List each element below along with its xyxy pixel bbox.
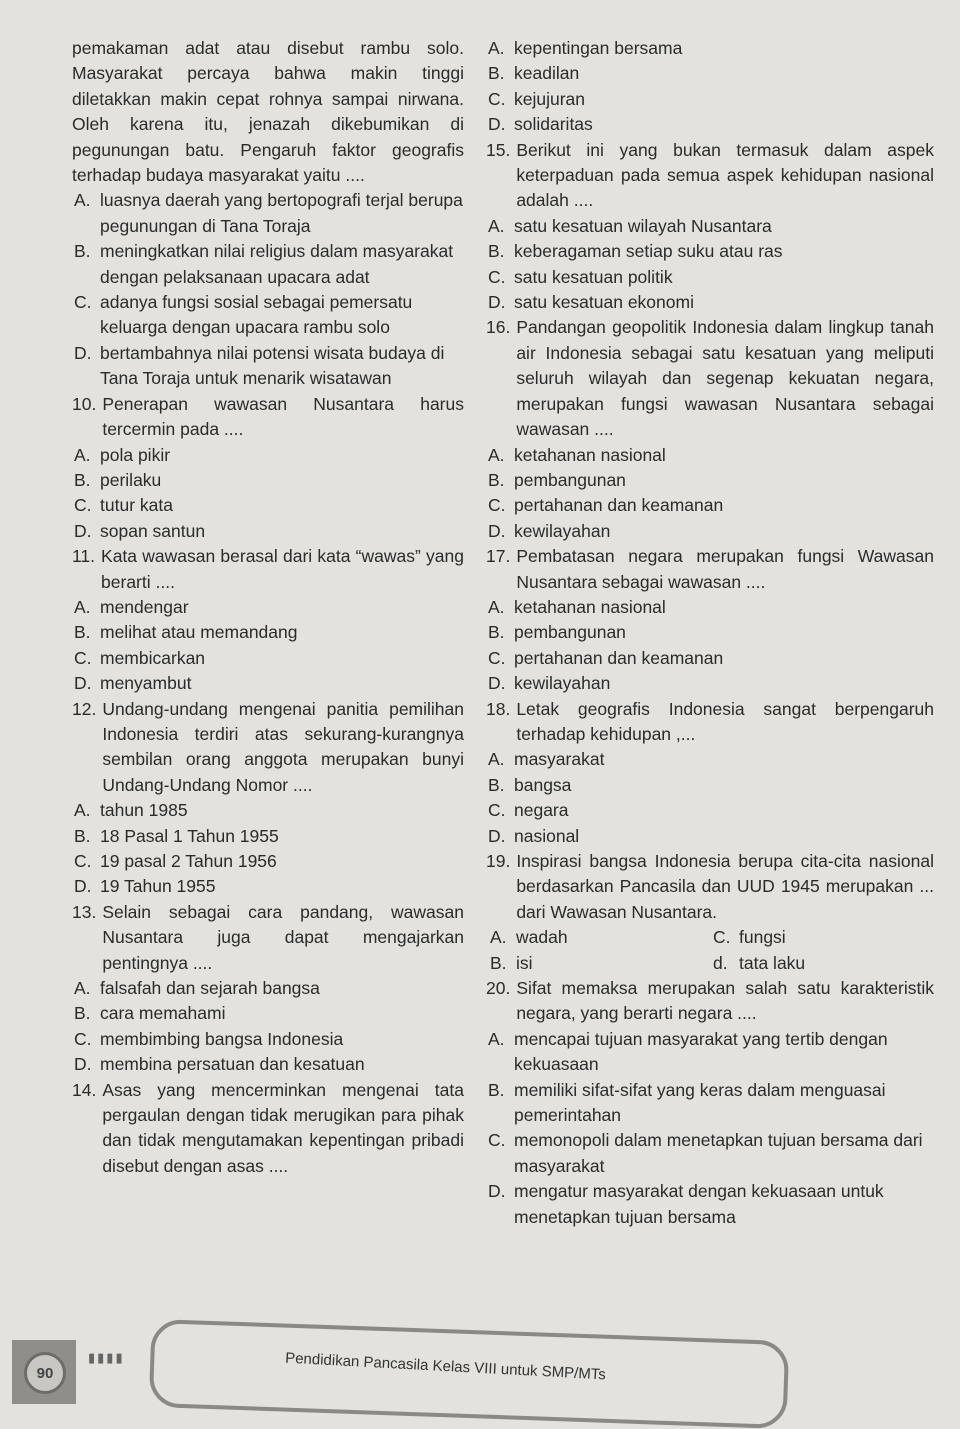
option-letter: C.	[74, 1028, 92, 1049]
question-number: 19.	[486, 851, 511, 871]
answer-option	[72, 646, 464, 671]
answer-option	[72, 595, 464, 620]
question	[486, 849, 934, 925]
answer-option	[486, 239, 934, 264]
option-text: kewilayahan	[514, 673, 611, 694]
question-text: Undang-undang mengenai panitia pemilihan Indonesia terdiri atas sekurang-kurangnya sembilan orang anggota merupakan bunyi Undang-Undang Nomor ....	[102, 698, 464, 795]
question	[72, 1078, 464, 1180]
question-text: Asas yang mencerminkan mengenai tata pergaulan dengan tidak merugikan para pihak dan tidak mengutamakan kepentingan pribadi disebut dengan asas ....	[102, 1079, 464, 1176]
option-letter: C.	[488, 647, 506, 668]
option-letter: A.	[488, 215, 505, 236]
answer-option	[72, 493, 464, 518]
option-letter: B.	[488, 241, 505, 262]
option-text: nasional	[514, 825, 580, 846]
option-text: membicarkan	[100, 647, 206, 668]
option-text: tata laku	[739, 952, 806, 973]
option-text: pertahanan dan keamanan	[514, 495, 724, 516]
option-text: pola pikir	[100, 444, 171, 465]
answer-option	[486, 61, 934, 86]
option-text: wadah	[516, 927, 568, 948]
option-text: falsafah dan sejarah bangsa	[100, 978, 320, 999]
option-text: pembangunan	[514, 622, 626, 643]
answer-option	[72, 290, 464, 341]
option-letter: B.	[74, 622, 91, 643]
answer-option	[711, 951, 934, 976]
answer-option	[72, 671, 464, 696]
option-letter: C.	[488, 800, 506, 821]
option-letter: A.	[74, 444, 91, 465]
option-text: membina persatuan dan kesatuan	[100, 1054, 365, 1075]
option-text: memiliki sifat-sifat yang keras dalam menguasai pemerintahan	[514, 1079, 886, 1126]
option-text: kejujuran	[514, 88, 586, 109]
question	[72, 900, 464, 976]
page-footer	[0, 1320, 960, 1404]
answer-option	[72, 798, 464, 823]
option-letter: B.	[74, 241, 91, 262]
question	[72, 392, 464, 443]
answer-option	[72, 849, 464, 874]
answer-option	[486, 87, 934, 112]
answer-option	[486, 519, 934, 544]
option-text: 18 Pasal 1 Tahun 1955	[100, 825, 279, 846]
option-letter: D.	[74, 342, 92, 363]
option-letter: A.	[490, 927, 507, 948]
option-letter: B.	[74, 469, 91, 490]
option-letter: B.	[490, 952, 507, 973]
answer-option	[486, 468, 934, 493]
book-title: Pendidikan Pancasila Kelas VIII untuk SMP/MTs	[284, 1349, 607, 1384]
answer-option	[72, 620, 464, 645]
question-text: Letak geografis Indonesia sangat berpengaruh terhadap kehidupan ,...	[516, 698, 934, 744]
option-text: menyambut	[100, 673, 192, 694]
option-letter: B.	[488, 469, 505, 490]
option-text: mendengar	[100, 596, 189, 617]
option-text: mengatur masyarakat dengan kekuasaan untuk menetapkan tujuan bersama	[514, 1181, 884, 1227]
option-letter: D.	[74, 673, 92, 694]
question-number: 17.	[486, 546, 511, 567]
option-text: satu kesatuan politik	[514, 266, 673, 287]
question-text: Selain sebagai cara pandang, wawasan Nusantara juga dapat mengajarkan pentingnya ....	[102, 901, 464, 973]
option-text: adanya fungsi sosial sebagai pemersatu keluarga dengan upacara rambu solo	[100, 292, 413, 338]
answer-option	[486, 747, 934, 772]
answer-option	[72, 341, 464, 392]
option-letter: D.	[488, 114, 506, 135]
question-text: Inspirasi bangsa Indonesia berupa cita-cita nasional berdasarkan Pancasila dan UUD 1945 merupakan ... dari Wawasan Nusantara.	[516, 851, 934, 922]
option-text: pembangunan	[514, 469, 626, 490]
answer-option	[486, 214, 934, 239]
decorative-bars-icon: ▮▮▮▮	[88, 1350, 125, 1365]
answer-option	[488, 925, 711, 950]
option-text: bertambahnya nilai potensi wisata budaya di Tana Toraja untuk menarik wisatawan	[100, 342, 445, 389]
option-text: memonopoli dalam menetapkan tujuan bersama dari masyarakat	[514, 1130, 923, 1176]
answer-option	[486, 112, 934, 137]
option-text: keberagaman setiap suku atau ras	[514, 241, 783, 262]
option-letter: A.	[74, 978, 91, 999]
question-text: Sifat memaksa merupakan salah satu karakteristik negara, yang berarti negara ....	[516, 978, 934, 1024]
question-number: 18.	[486, 698, 511, 719]
option-letter: A.	[488, 596, 505, 617]
option-text: satu kesatuan wilayah Nusantara	[514, 215, 772, 236]
question-number: 11.	[72, 546, 96, 567]
option-text: negara	[514, 800, 569, 821]
option-letter: B.	[488, 63, 505, 84]
option-text: cara memahami	[100, 1003, 226, 1024]
answer-option	[72, 468, 464, 493]
right-column	[486, 36, 934, 1230]
answer-option	[72, 976, 464, 1001]
answer-option	[72, 239, 464, 290]
option-text: pertahanan dan keamanan	[514, 647, 724, 668]
option-text: ketahanan nasional	[514, 596, 666, 617]
option-letter: C.	[488, 88, 506, 109]
option-letter: D.	[488, 825, 506, 846]
option-text: ketahanan nasional	[514, 444, 666, 465]
question	[486, 697, 934, 748]
option-text: kewilayahan	[514, 520, 611, 541]
option-letter: A.	[488, 38, 505, 58]
question-number: 14.	[72, 1079, 97, 1100]
option-text: bangsa	[514, 774, 572, 795]
option-text: melihat atau memandang	[100, 622, 298, 643]
left-column	[72, 36, 464, 1179]
answer-option	[486, 290, 934, 315]
answer-options-grid	[486, 925, 934, 976]
option-letter: C.	[74, 851, 92, 871]
option-letter: B.	[488, 622, 505, 643]
answer-option	[486, 443, 934, 468]
answer-option	[486, 265, 934, 290]
option-letter: A.	[74, 800, 91, 821]
option-text: tutur kata	[100, 495, 173, 516]
answer-option	[72, 824, 464, 849]
option-letter: D.	[74, 876, 92, 897]
option-text: 19 Tahun 1955	[100, 876, 216, 897]
option-text: mencapai tujuan masyarakat yang tertib dengan kekuasaan	[514, 1028, 888, 1075]
question-number: 15.	[486, 139, 511, 160]
answer-option	[711, 925, 934, 950]
question-number: 16.	[486, 317, 511, 338]
question-text: Berikut ini yang bukan termasuk dalam aspek keterpaduan pada semua aspek kehidupan nasional adalah ....	[516, 139, 934, 211]
answer-option	[72, 1027, 464, 1052]
option-letter: A.	[74, 190, 91, 211]
option-letter: C.	[713, 927, 731, 948]
option-letter: d.	[713, 952, 728, 973]
answer-option	[486, 798, 934, 823]
option-text: meningkatkan nilai religius dalam masyarakat dengan pelaksanaan upacara adat	[100, 241, 454, 287]
page-number: 90	[24, 1352, 66, 1394]
option-text: solidaritas	[514, 114, 593, 135]
answer-option	[486, 493, 934, 518]
answer-option	[72, 188, 464, 239]
answer-option	[486, 1179, 934, 1230]
question-number: 13.	[72, 901, 97, 922]
question-text: Penerapan wawasan Nusantara harus tercermin pada ....	[102, 393, 464, 440]
option-text: membimbing bangsa Indonesia	[100, 1028, 344, 1049]
option-text: tahun 1985	[100, 800, 188, 821]
answer-option	[72, 1001, 464, 1026]
answer-option	[486, 671, 934, 696]
answer-option	[72, 1052, 464, 1077]
answer-option	[486, 1128, 934, 1179]
answer-option	[486, 773, 934, 798]
option-letter: B.	[74, 1003, 91, 1024]
option-text: keadilan	[514, 63, 580, 84]
option-letter: B.	[488, 1079, 505, 1100]
question-number: 20.	[486, 978, 511, 999]
option-text: perilaku	[100, 469, 162, 490]
option-letter: D.	[74, 1054, 92, 1075]
question	[486, 976, 934, 1027]
question-continuation: pemakaman adat atau disebut rambu solo. Masyarakat percaya bahwa makin tinggi diletakkan makin cepat rohnya sampai nirwana. Oleh karena itu, jenazah dikebumikan di pegunungan batu. Pengaruh faktor geografis terhadap budaya masyarakat yaitu ....	[72, 38, 464, 186]
answer-option	[72, 874, 464, 899]
option-letter: D.	[74, 520, 92, 541]
question	[486, 315, 934, 442]
answer-option	[486, 1027, 934, 1078]
option-letter: C.	[488, 1130, 506, 1151]
option-letter: B.	[74, 825, 91, 846]
answer-option	[488, 951, 711, 976]
option-letter: D.	[488, 292, 506, 313]
option-text: luasnya daerah yang bertopografi terjal berupa pegunungan di Tana Toraja	[100, 190, 463, 236]
option-letter: A.	[488, 444, 505, 465]
option-letter: C.	[74, 647, 92, 668]
answer-option	[486, 1078, 934, 1129]
option-text: 19 pasal 2 Tahun 1956	[100, 851, 277, 871]
option-letter: D.	[488, 1181, 506, 1202]
question-number: 10.	[72, 393, 97, 414]
question	[486, 138, 934, 214]
option-letter: D.	[488, 673, 506, 694]
option-letter: C.	[74, 495, 92, 516]
question	[72, 697, 464, 799]
answer-option	[72, 519, 464, 544]
option-text: isi	[516, 952, 533, 973]
answer-option	[486, 646, 934, 671]
question-text: Kata wawasan berasal dari kata “wawas” yang berarti ....	[101, 546, 464, 592]
option-letter: A.	[74, 596, 91, 617]
option-letter: C.	[488, 266, 506, 287]
question-text: Pandangan geopolitik Indonesia dalam lingkup tanah air Indonesia sebagai satu kesatuan yang meliputi seluruh wilayah dan segenap kekuatan negara, merupakan fungsi wawasan Nusantara sebagai wawasan ....	[516, 317, 934, 440]
question-number: 12.	[72, 698, 97, 719]
option-letter: C.	[488, 495, 506, 516]
option-text: sopan santun	[100, 520, 206, 541]
answer-option	[486, 824, 934, 849]
option-letter: B.	[488, 774, 505, 795]
option-letter: A.	[488, 749, 505, 770]
option-text: masyarakat	[514, 749, 605, 770]
answer-option	[72, 443, 464, 468]
answer-option	[486, 620, 934, 645]
question-text: Pembatasan negara merupakan fungsi Wawasan Nusantara sebagai wawasan ....	[516, 546, 934, 592]
option-text: fungsi	[739, 927, 786, 948]
question	[72, 544, 464, 595]
option-text: kepentingan bersama	[514, 38, 683, 58]
option-letter: D.	[488, 520, 506, 541]
question	[486, 544, 934, 595]
answer-option	[486, 36, 934, 61]
option-letter: C.	[74, 292, 92, 313]
option-letter: A.	[488, 1028, 505, 1049]
answer-option	[486, 595, 934, 620]
option-text: satu kesatuan ekonomi	[514, 292, 694, 313]
